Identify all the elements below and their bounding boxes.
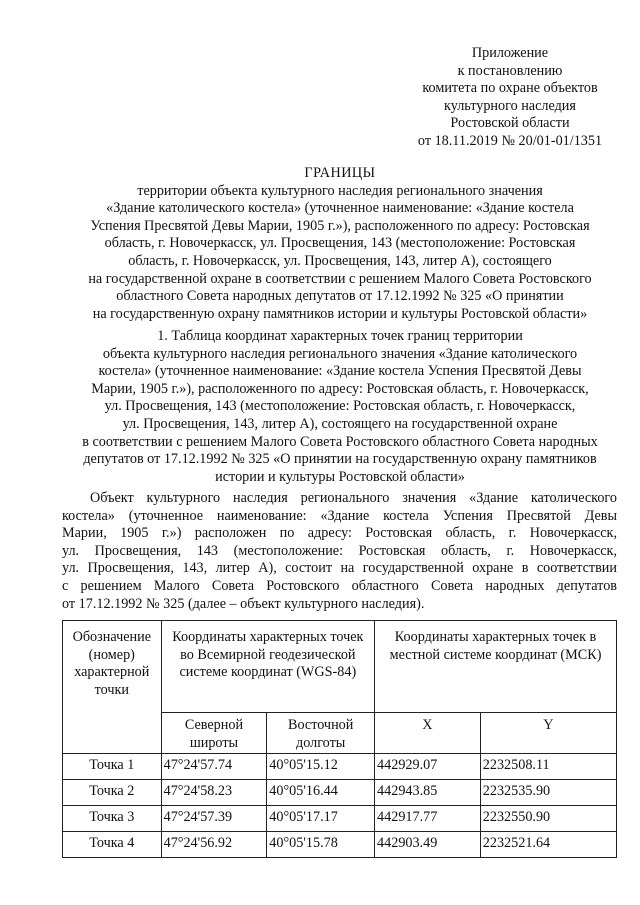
cell-north: 47°24'56.92 (161, 832, 267, 858)
cell-y: 2232521.64 (480, 832, 616, 858)
title-line: область, г. Новочеркасск, ул. Просвещения, 143 (местоположение: Ростовская (104, 235, 576, 252)
header-y: Y (480, 713, 616, 754)
cell-y: 2232550.90 (480, 806, 616, 832)
table-caption-line: ул. Просвещения, 143, литер А), состоящего на государственной охране (122, 415, 558, 432)
title-line: на государственную охрану памятников истории и культуры Ростовской области» (92, 305, 588, 322)
cell-point: Точка 4 (63, 832, 162, 858)
title-line: на государственной охране в соответствии с решением Малого Совета Ростовского (88, 270, 592, 287)
table-caption (52, 328, 628, 486)
header-wgs84: Координаты характерных точек во Всемирной геодезической системе координат (WGS-84) (161, 621, 374, 713)
cell-point: Точка 3 (63, 806, 162, 832)
title-line: область, г. Новочеркасск, ул. Просвещения, 143, литер А), состоящего (128, 252, 552, 269)
paragraph-line: от 17.12.1992 № 325 (далее – объект культурного наследия). (62, 595, 425, 612)
table-caption-line: депутатов от 17.12.1992 № 325 «О принятии на государственную охрану памятников (83, 451, 597, 468)
table-caption-line: ул. Просвещения, 143 (местоположение: Ростовская область, г. Новочеркасск, (104, 398, 576, 415)
cell-y: 2232535.90 (480, 780, 616, 806)
title-line: «Здание католического костела» (уточненное наименование: «Здание костела (106, 200, 574, 217)
header-x: X (375, 713, 481, 754)
paragraph-line: ул. Просвещения, 143 (местоположение: Ростовская область, г. Новочеркасск, (62, 542, 617, 559)
cell-north: 47°24'57.74 (161, 754, 267, 780)
header-point-designation: Обозначение (номер) характерной точки (63, 621, 162, 754)
appendix-block (395, 45, 625, 151)
title-line: Успения Пресвятой Девы Марии, 1905 г.»), расположенного по адресу: Ростовская (90, 217, 590, 234)
table-caption-line: 1. Таблица координат характерных точек границ территории (157, 328, 523, 344)
table-caption-line: истории и культуры Ростовской области» (215, 468, 465, 485)
cell-east: 40°05'15.12 (267, 754, 375, 780)
table-caption-line: Марии, 1905 г.»), расположенного по адресу: Ростовская область, г. Новочеркасск, (91, 380, 589, 397)
cell-point: Точка 1 (63, 754, 162, 780)
paragraph-line: костела» (уточненное наименование: «Здание костела Успения Пресвятой Девы (62, 507, 617, 524)
appendix-line: культурного наследия (444, 97, 576, 114)
title-line: областного Совета народных депутатов от 17.12.1992 № 325 «О принятии (116, 288, 564, 305)
table-row (63, 832, 617, 858)
table-row (63, 754, 617, 780)
header-north-latitude: Северной широты (161, 713, 267, 754)
header-msk: Координаты характерных точек в местной системе координат (МСК) (375, 621, 617, 713)
paragraph-line: с решением Малого Совета Ростовского областного Совета народных депутатов (62, 577, 617, 594)
cell-x: 442917.77 (375, 806, 481, 832)
paragraph-line: ул. Просвещения, 143, литер А), состоит на государственной охране в соответствии (62, 560, 617, 577)
cell-east: 40°05'16.44 (267, 780, 375, 806)
appendix-line: к постановлению (457, 62, 563, 79)
cell-north: 47°24'58.23 (161, 780, 267, 806)
cell-point: Точка 2 (63, 780, 162, 806)
title-line: территории объекта культурного наследия регионального значения (137, 182, 543, 199)
table-header-row (63, 621, 617, 713)
body-paragraph (62, 490, 617, 613)
coordinates-table (62, 620, 617, 858)
appendix-line: Ростовской области (450, 115, 570, 132)
table-row (63, 780, 617, 806)
cell-x: 442903.49 (375, 832, 481, 858)
cell-x: 442943.85 (375, 780, 481, 806)
cell-x: 442929.07 (375, 754, 481, 780)
cell-north: 47°24'57.39 (161, 806, 267, 832)
appendix-line: от 18.11.2019 № 20/01-01/1351 (417, 132, 603, 149)
cell-east: 40°05'15.78 (267, 832, 375, 858)
table-caption-line: костела» (уточненное наименование: «Здание костела Успения Пресвятой Девы (98, 363, 582, 380)
document-title (52, 165, 628, 323)
header-east-longitude: Восточной долготы (267, 713, 375, 754)
appendix-line: Приложение (471, 45, 549, 61)
cell-y: 2232508.11 (480, 754, 616, 780)
table-caption-line: объекта культурного наследия регионального значения «Здание католического (102, 345, 578, 362)
title-heading: ГРАНИЦЫ (304, 165, 376, 181)
cell-east: 40°05'17.17 (267, 806, 375, 832)
table-caption-line: в соответствии с решением Малого Совета Ростовского областного Совета народных (82, 433, 598, 450)
paragraph-line: Марии, 1905 г.») расположен по адресу: Ростовская область, г. Новочеркасск, (62, 525, 617, 542)
appendix-line: комитета по охране объектов (422, 80, 598, 97)
paragraph-line: Объект культурного наследия регионального значения «Здание католического (90, 490, 617, 506)
table-row (63, 806, 617, 832)
